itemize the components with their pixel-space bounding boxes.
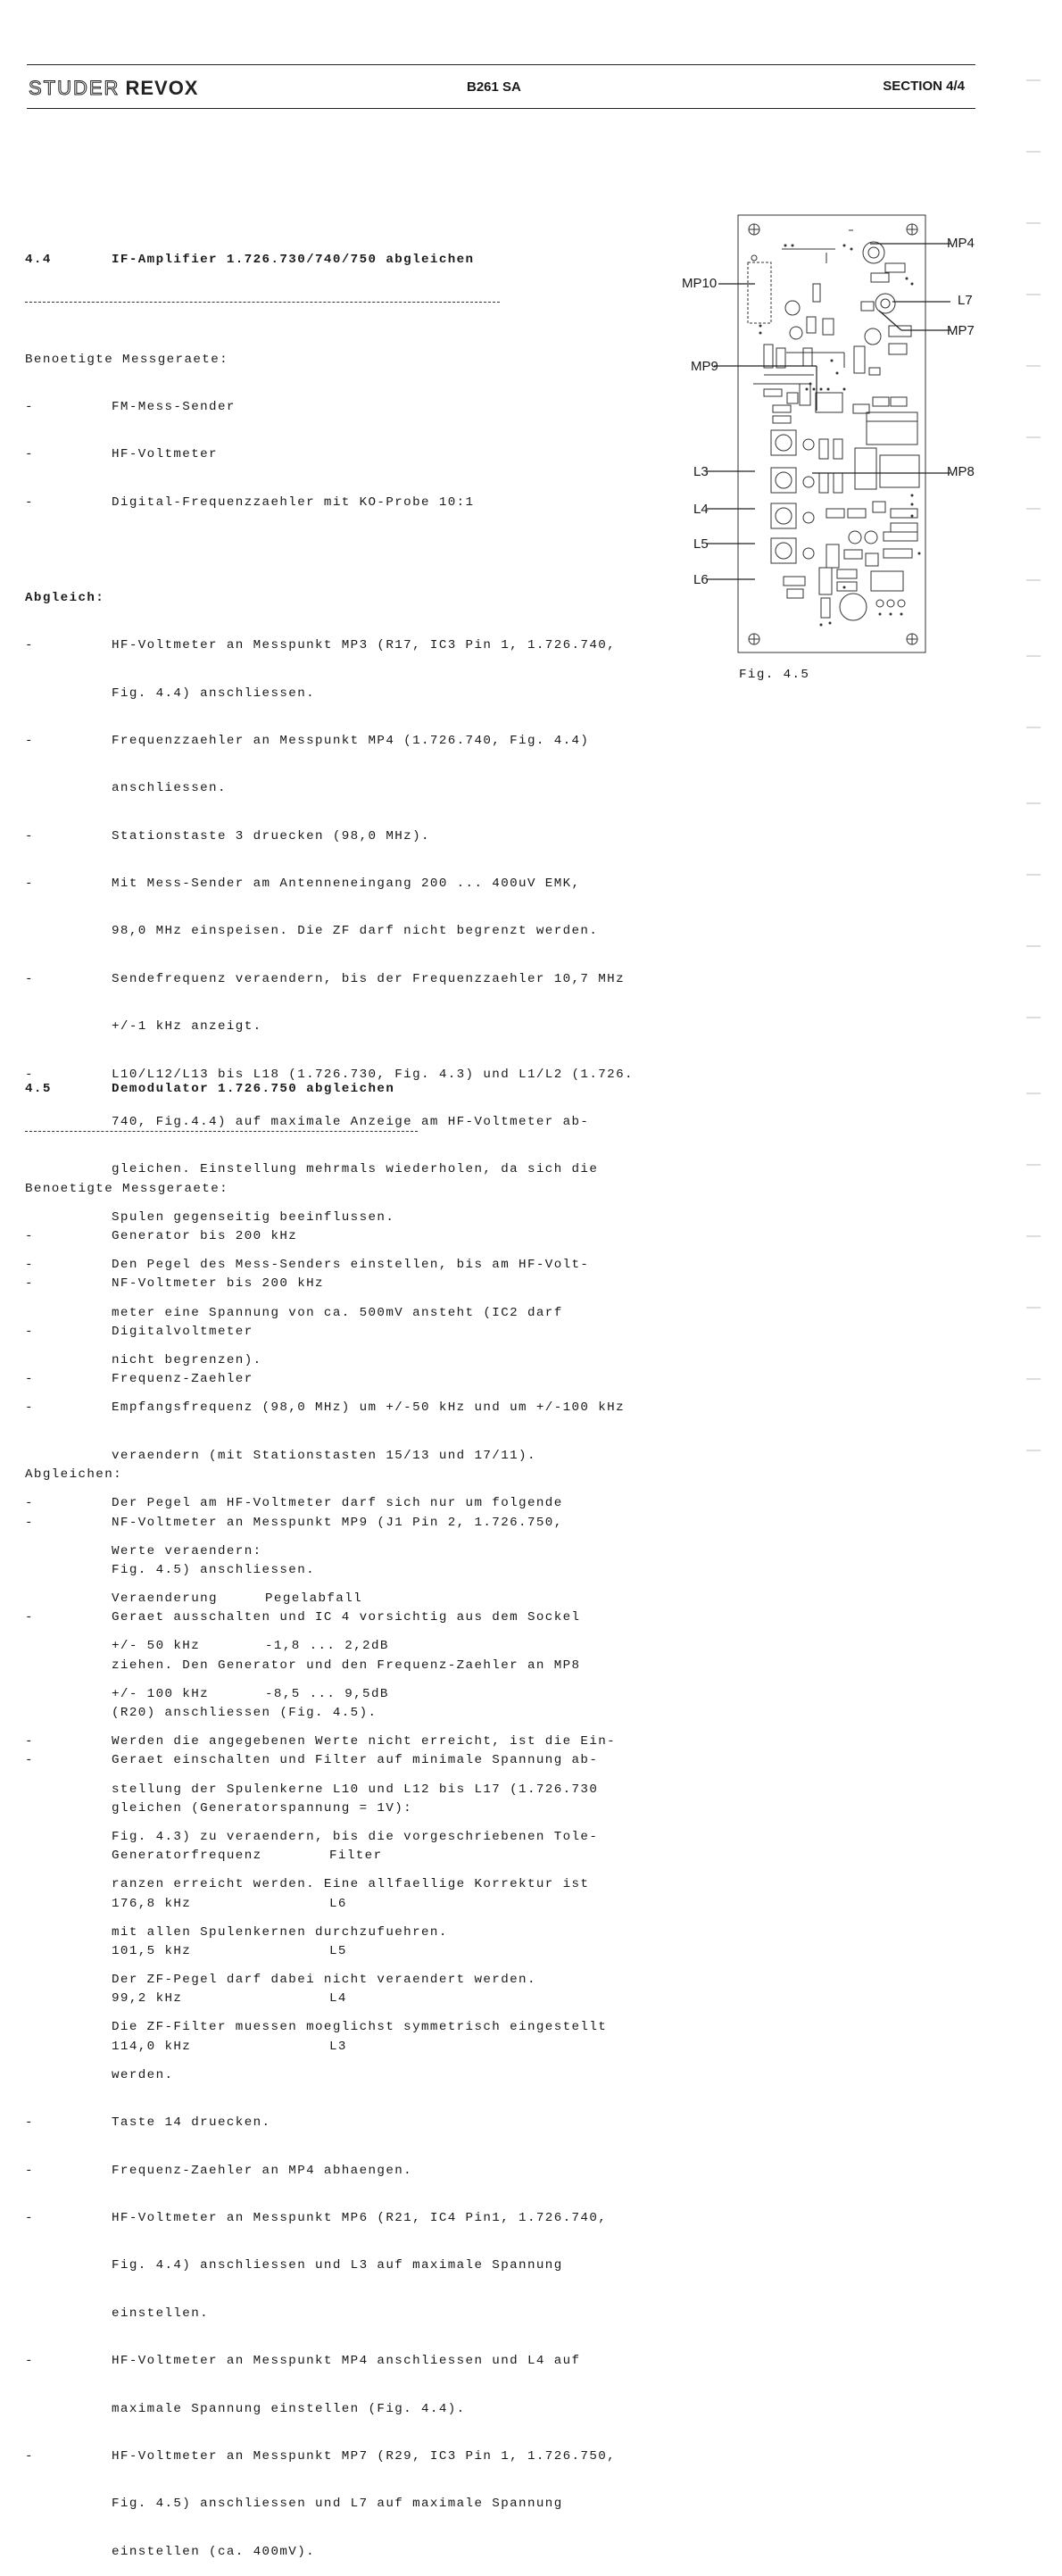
step-line: - Sendefrequenz veraendern, bis der Frequenzzaehler 10,7 MHz xyxy=(25,971,626,986)
step-line: - Geraet einschalten und Filter auf minimale Spannung ab- xyxy=(25,1753,599,1768)
label-mp8: MP8 xyxy=(947,464,975,479)
label-l7: L7 xyxy=(958,293,973,308)
heading-underline xyxy=(25,302,500,303)
figure-caption: Fig. 4.5 xyxy=(739,668,810,682)
heading-underline xyxy=(25,1131,418,1132)
step-line: Fig. 4.3) zu veraendern, bis die vorgeschriebenen Tole- xyxy=(112,1829,599,1844)
step-line: - Empfangsfrequenz (98,0 MHz) um +/-50 kHz und um +/-100 kHz xyxy=(25,1400,626,1416)
step-line: ziehen. Den Generator und den Frequenz-Zaehler an MP8 xyxy=(112,1658,581,1673)
step-line: gleichen (Generatorspannung = 1V): xyxy=(112,1800,413,1816)
step-line: - HF-Voltmeter an Messpunkt MP7 (R29, IC3 Pin 1, 1.726.750, xyxy=(25,2448,617,2464)
table-header: Generatorfrequenz Filter xyxy=(112,1849,383,1864)
label-mp4: MP4 xyxy=(947,236,975,251)
step-line: Fig. 4.5) anschliessen und L7 auf maximale Spannung xyxy=(112,2497,563,2512)
label-l5: L5 xyxy=(693,536,709,552)
section-4-4-heading: 4.4 IF-Amplifier 1.726.730/740/750 abgleichen xyxy=(25,252,475,267)
table-row: 99,2 kHz L4 xyxy=(112,1991,347,2007)
margin-ticks xyxy=(1025,0,1042,1502)
step-line: - Frequenz-Zaehler an MP4 abhaengen. xyxy=(25,2163,413,2178)
label-mp9: MP9 xyxy=(691,359,718,374)
equipment-heading: Benoetigte Messgeraete: xyxy=(25,352,229,367)
step-line: 98,0 MHz einspeisen. Die ZF darf nicht begrenzt werden. xyxy=(112,924,599,939)
table-row: +/- 50 kHz -1,8 ... 2,2dB xyxy=(112,1639,389,1654)
label-mp7: MP7 xyxy=(947,323,975,338)
step-line: ranzen erreicht werden. Eine allfaellige Korrektur ist xyxy=(112,1877,590,1892)
step-line: maximale Spannung einstellen (Fig. 4.4). xyxy=(112,2401,466,2416)
table-row: 176,8 kHz L6 xyxy=(112,1896,347,1911)
step-line: nicht begrenzen). xyxy=(112,1352,262,1367)
step-line: Fig. 4.4) anschliessen und L3 auf maximale Spannung xyxy=(112,2258,563,2273)
step-line: werden. xyxy=(112,2067,174,2082)
step-line: - Stationstaste 3 druecken (98,0 MHz). xyxy=(25,828,430,843)
step-line: anschliessen. xyxy=(112,781,227,796)
list-item: - HF-Voltmeter xyxy=(25,447,218,462)
step-line: veraendern (mit Stationstasten 15/13 und 17/11). xyxy=(112,1448,536,1463)
step-line: - Der Pegel am HF-Voltmeter darf sich nur um folgende xyxy=(25,1496,563,1511)
label-l6: L6 xyxy=(693,572,709,587)
list-item: - Generator bis 200 kHz xyxy=(25,1228,298,1243)
list-item: - Digital-Frequenzzaehler mit KO-Probe 10:1 xyxy=(25,494,475,510)
step-line: - Den Pegel des Mess-Senders einstellen, bis am HF-Volt- xyxy=(25,1258,590,1273)
section-4-5-heading: 4.5 Demodulator 1.726.750 abgleichen xyxy=(25,1081,395,1096)
step-line: gleichen. Einstellung mehrmals wiederholen, da sich die xyxy=(112,1162,599,1177)
step-line: Fig. 4.5) anschliessen. xyxy=(112,1562,316,1577)
label-l4: L4 xyxy=(693,502,709,517)
table-row: 101,5 kHz L5 xyxy=(112,1944,347,1959)
step-line: Werte veraendern: xyxy=(112,1543,262,1558)
table-row: 114,0 kHz L3 xyxy=(112,2039,347,2054)
step-line: Die ZF-Filter muessen moeglichst symmetrisch eingestellt xyxy=(112,2020,608,2035)
step-line: - HF-Voltmeter an Messpunkt MP3 (R17, IC3 Pin 1, 1.726.740, xyxy=(25,638,617,653)
step-line: - Taste 14 druecken. xyxy=(25,2115,271,2131)
brand-revox: REVOX xyxy=(125,77,199,99)
list-item: - NF-Voltmeter bis 200 kHz xyxy=(25,1276,324,1292)
procedure-heading: Abgleich: xyxy=(25,590,105,605)
step-line: einstellen. xyxy=(112,2306,210,2321)
step-line: mit allen Spulenkernen durchzufuehren. xyxy=(112,1924,448,1940)
label-l3: L3 xyxy=(693,464,709,479)
step-line: - HF-Voltmeter an Messpunkt MP6 (R21, IC4 Pin1, 1.726.740, xyxy=(25,2211,608,2226)
step-line: +/-1 kHz anzeigt. xyxy=(112,1019,262,1035)
step-line: einstellen (ca. 400mV). xyxy=(112,2544,316,2559)
table-row: +/- 100 kHz -8,5 ... 9,5dB xyxy=(112,1686,389,1701)
step-line: 740, Fig.4.4) auf maximale Anzeige am HF-Voltmeter ab- xyxy=(112,1115,590,1130)
step-line: - NF-Voltmeter an Messpunkt MP9 (J1 Pin 2, 1.726.750, xyxy=(25,1515,563,1530)
figure-callout-lines xyxy=(696,214,982,607)
step-line: Fig. 4.4) anschliessen. xyxy=(112,686,316,701)
page-header xyxy=(27,64,975,109)
step-line: - Geraet ausschalten und IC 4 vorsichtig aus dem Sockel xyxy=(25,1610,581,1625)
studer-revox-logo xyxy=(29,77,198,100)
label-mp10: MP10 xyxy=(682,276,718,291)
list-item: - FM-Mess-Sender xyxy=(25,399,236,414)
step-line: - L10/L12/L13 bis L18 (1.726.730, Fig. 4.3) und L1/L2 (1.726. xyxy=(25,1067,634,1082)
list-item: - Digitalvoltmeter xyxy=(25,1324,253,1339)
step-line: - HF-Voltmeter an Messpunkt MP4 anschliessen und L4 auf xyxy=(25,2354,581,2369)
step-line: (R20) anschliessen (Fig. 4.5). xyxy=(112,1706,378,1721)
step-line: stellung der Spulenkerne L10 und L12 bis L17 (1.726.730 xyxy=(112,1782,599,1797)
equipment-heading: Benoetigte Messgeraete: xyxy=(25,1181,229,1196)
section-label: SECTION 4/4 xyxy=(883,79,965,94)
step-line: Der ZF-Pegel darf dabei nicht veraendert werden. xyxy=(112,1973,536,1988)
step-line: - Werden die angegebenen Werte nicht erreicht, ist die Ein- xyxy=(25,1734,617,1749)
brand-studer: STUDER xyxy=(29,77,120,99)
table-header: Veraenderung Pegelabfall xyxy=(112,1591,363,1606)
procedure-heading: Abgleichen: xyxy=(25,1467,123,1483)
step-line: meter eine Spannung von ca. 500mV ansteht (IC2 darf xyxy=(112,1305,563,1320)
step-line: - Mit Mess-Sender am Antenneneingang 200 ... 400uV EMK, xyxy=(25,877,581,892)
list-item: - Frequenz-Zaehler xyxy=(25,1372,253,1387)
step-line: Spulen gegenseitig beeinflussen. xyxy=(112,1209,395,1225)
section-4-5 xyxy=(25,1050,598,2071)
model-number: B261 SA xyxy=(467,79,521,95)
step-line: - Frequenzzaehler an Messpunkt MP4 (1.726.740, Fig. 4.4) xyxy=(25,733,590,748)
